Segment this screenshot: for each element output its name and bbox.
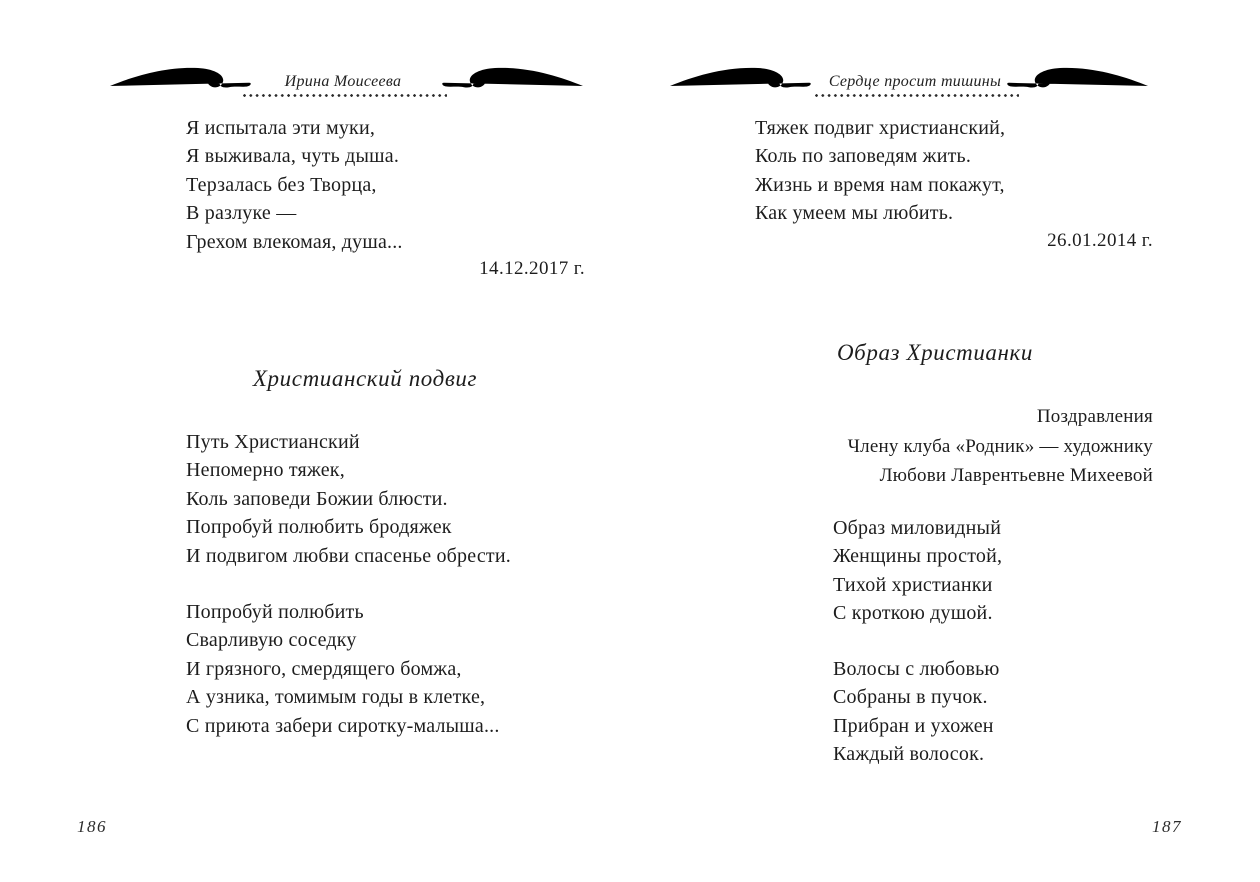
poem-line: Попробуй полюбить bbox=[186, 601, 364, 623]
poem-stanza-continuation bbox=[755, 114, 1005, 228]
poem-stanza bbox=[186, 598, 500, 740]
page-number-right: 187 bbox=[1152, 817, 1182, 836]
poem-line: И подвигом любви спасенье обрести. bbox=[186, 544, 511, 567]
poem-date: 26.01.2014 г. bbox=[1047, 230, 1153, 251]
poem-line: Я выживала, чуть дыша. bbox=[186, 145, 400, 168]
poem-title: Образ Христианки bbox=[836, 340, 1034, 365]
poem-line: Собраны в пучок. bbox=[833, 686, 988, 709]
poem-line: Тяжек подвиг христианский, bbox=[755, 117, 1006, 139]
poem-line: И грязного, смердящего бомжа, bbox=[186, 657, 462, 680]
poem-line: С приюта забери сиротку-малыша... bbox=[186, 714, 500, 737]
page-number-left: 186 bbox=[77, 817, 107, 836]
poem-line: Поздравления bbox=[1036, 406, 1153, 427]
poem-line: Непомерно тяжек, bbox=[186, 459, 345, 482]
poem-line: В разлуке — bbox=[186, 202, 297, 225]
running-header-left: Ирина Моисеева bbox=[284, 73, 402, 90]
poem-line: Члену клуба «Родник» — художнику bbox=[847, 435, 1153, 457]
poem-stanza bbox=[833, 655, 1000, 769]
poem-line: С кроткою душой. bbox=[833, 602, 993, 625]
poem-line: Я испытала эти муки, bbox=[186, 117, 376, 139]
dotted-divider bbox=[243, 94, 447, 98]
flourish-ornament-icon bbox=[440, 62, 585, 94]
poem-line: А узника, томимым годы в клетке, bbox=[186, 686, 486, 709]
poem-line: Как умеем мы любить. bbox=[755, 202, 954, 225]
poem-line: Коль заповеди Божии блюсти. bbox=[186, 487, 448, 510]
poem-line: Прибран и ухожен bbox=[833, 714, 994, 737]
dotted-divider bbox=[815, 94, 1019, 98]
poem-title: Христианский подвиг bbox=[252, 366, 478, 391]
poem-line: Путь Христианский bbox=[186, 431, 360, 453]
poem-line: Образ миловидный bbox=[833, 517, 1002, 539]
poem-dedication bbox=[755, 402, 1153, 491]
poem-line: Сварливую соседку bbox=[186, 629, 357, 652]
running-header-right: Сердце просит тишины bbox=[828, 73, 1002, 90]
poem-stanza-continuation bbox=[186, 114, 403, 256]
poem-stanza bbox=[186, 428, 511, 570]
poem-line: Женщины простой, bbox=[833, 545, 1003, 568]
poem-line: Волосы с любовью bbox=[833, 658, 1000, 680]
poem-line: Каждый волосок. bbox=[833, 743, 985, 766]
poem-date: 14.12.2017 г. bbox=[479, 258, 585, 279]
poem-line: Попробуй полюбить бродяжек bbox=[186, 516, 452, 539]
poem-line: Грехом влекомая, душа... bbox=[186, 230, 403, 253]
flourish-ornament-icon bbox=[1005, 62, 1150, 94]
poem-line: Тихой христианки bbox=[833, 573, 993, 596]
poem-line: Терзалась без Творца, bbox=[186, 173, 377, 196]
poem-line: Жизнь и время нам покажут, bbox=[755, 173, 1005, 196]
poem-stanza bbox=[833, 514, 1002, 628]
poem-line: Коль по заповедям жить. bbox=[755, 145, 972, 168]
poem-line: Любови Лаврентьевне Михеевой bbox=[879, 465, 1153, 486]
